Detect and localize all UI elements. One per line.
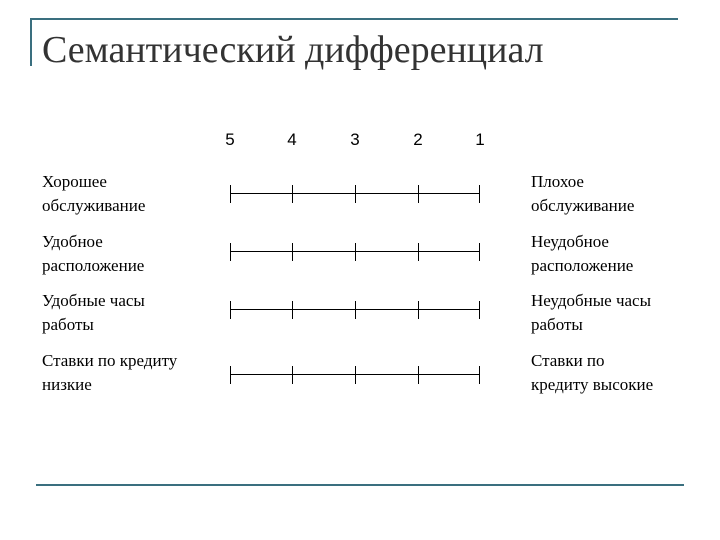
scale-tick[interactable] [418, 185, 419, 203]
scale-tick[interactable] [292, 366, 293, 384]
scale-tick[interactable] [418, 243, 419, 261]
scale-tick[interactable] [355, 185, 356, 203]
rating-scale[interactable] [230, 185, 480, 203]
scale-tick[interactable] [230, 243, 231, 261]
scale-number-4: 4 [287, 130, 297, 149]
rating-scale[interactable] [230, 366, 480, 384]
rating-scale[interactable] [230, 301, 480, 319]
row-right-label: Неудобные часы работы [531, 291, 652, 334]
scale-tick[interactable] [355, 243, 356, 261]
scale-number-3: 3 [350, 130, 360, 149]
row-right-label: Ставки по кредиту высокие [531, 351, 654, 394]
frame-top-line [30, 18, 678, 20]
page-title: Семантический дифференциал [42, 29, 544, 71]
scale-tick[interactable] [418, 366, 419, 384]
row-left-label: Удобные часы работы [42, 291, 145, 334]
frame-left-line [30, 18, 32, 66]
row-left-label: Хорошее обслуживание [42, 172, 146, 215]
scale-tick[interactable] [418, 301, 419, 319]
scale-number-5: 5 [225, 130, 235, 149]
row-right-label: Плохое обслуживание [531, 172, 635, 215]
scale-tick[interactable] [479, 185, 480, 203]
scale-tick[interactable] [230, 366, 231, 384]
row-left-label: Ставки по кредиту низкие [42, 351, 178, 394]
scale-tick[interactable] [230, 301, 231, 319]
scale-tick[interactable] [292, 243, 293, 261]
frame-bottom-line [36, 484, 684, 486]
scale-tick[interactable] [479, 301, 480, 319]
scale-tick[interactable] [292, 301, 293, 319]
scale-tick[interactable] [230, 185, 231, 203]
scale-tick[interactable] [355, 301, 356, 319]
row-left-label: Удобное расположение [42, 232, 145, 275]
scale-number-1: 1 [475, 130, 485, 149]
scale-tick[interactable] [355, 366, 356, 384]
scale-tick[interactable] [479, 243, 480, 261]
scale-tick[interactable] [479, 366, 480, 384]
row-right-label: Неудобное расположение [531, 232, 634, 275]
rating-scale[interactable] [230, 243, 480, 261]
scale-number-2: 2 [413, 130, 423, 149]
scale-tick[interactable] [292, 185, 293, 203]
